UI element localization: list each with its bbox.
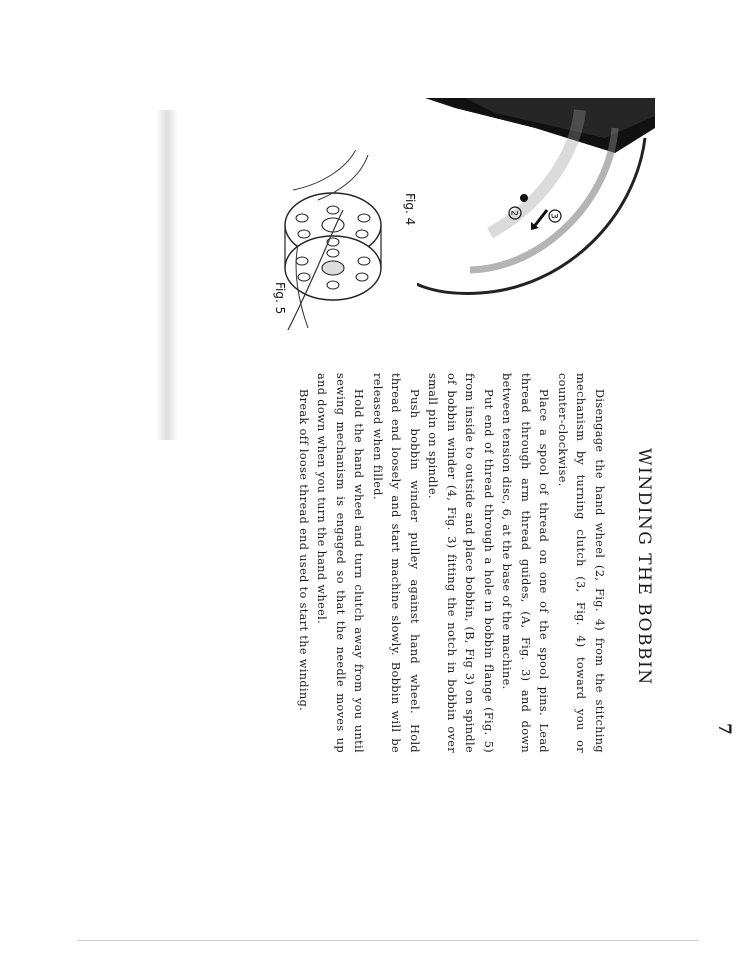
bobbin-drawing: [278, 150, 388, 330]
instructions: [294, 373, 609, 753]
paragraph-disengage: Disengage the hand wheel (2, Fig. 4) from the stitching mechanism by turning clutch (3, Fig. 4) toward you or counter-clockwise.: [556, 373, 606, 753]
paragraph-push-pulley: Push bobbin winder pulley against hand wheel. Hold thread end loosely and start machine slowly. Bobbin will be released when filled.: [371, 373, 421, 753]
fig4-caption: Fig. 4: [403, 193, 417, 226]
binding-shadow: [156, 110, 178, 440]
page-title: WINDING THE BOBBIN: [634, 448, 654, 686]
page-number: 7: [714, 723, 734, 735]
paragraph-break-thread: Break off loose thread end used to start the winding.: [297, 389, 310, 712]
callout-3: 3: [548, 213, 559, 219]
callout-2: 2: [508, 210, 519, 216]
hand-wheel-photo: [395, 98, 655, 298]
page-edge-line: [78, 940, 698, 941]
fig5-illustration: [278, 150, 388, 330]
clutch-dot: [520, 194, 528, 202]
fig4-photo: [395, 98, 655, 298]
fig5-caption: Fig. 5: [273, 282, 287, 315]
paragraph-thread-bobbin: Put end of thread through a hole in bobbin flange (Fig. 5) from inside to outside and place bobbin, (B, Fig 3) on spindle of bobbin winder (4, Fig. 3) fitting the notch in bobbin over small pin on spindle.: [426, 373, 495, 753]
paragraph-hold-wheel: Hold the hand wheel and turn clutch away from you until sewing mechanism is engaged so that the needle moves up and down when you turn the hand wheel.: [315, 373, 366, 753]
paragraph-spool: Place a spool of thread on one of the spool pins. Lead thread through arm thread guides, (A, Fig. 3) and down between tension disc, 6, at the base of the machine.: [500, 373, 551, 753]
